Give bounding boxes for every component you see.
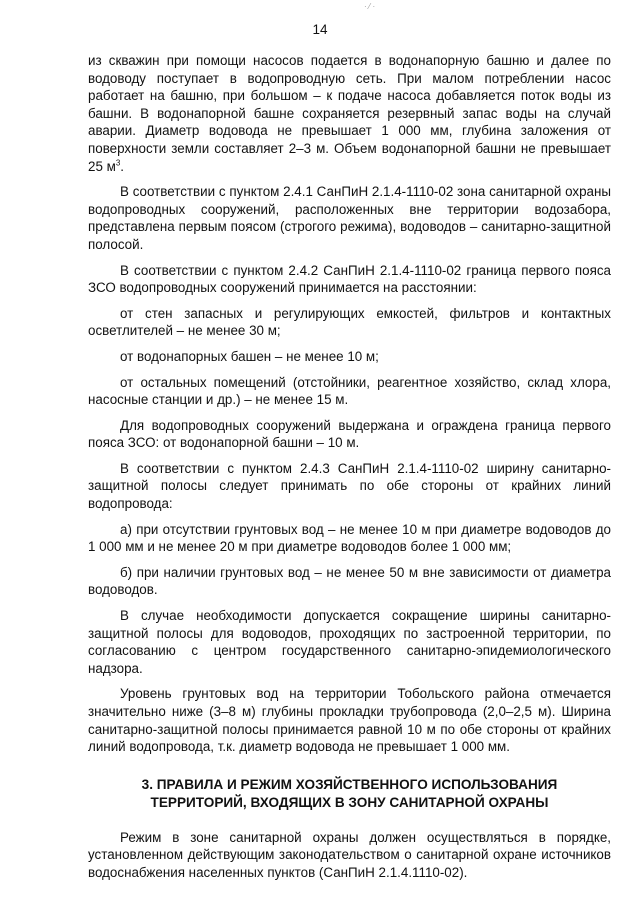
paragraph-sanpin-2-4-3: В соответствии с пунктом 2.4.3 СанПиН 2.1.4-1110-02 ширину санитарно-защитной полосы следует принимать по обе стороны от крайних линий водопровода: <box>88 460 611 512</box>
paragraph-groundwater: Уровень грунтовых вод на территории Тобольского района отмечается значительно ниже (3–8 м) глубины прокладки трубопровода (2,0–2,5 м). Ширина санитарно-защитной полосы принимается равной 10 м по обе стороны от крайних линий водопровода, т.к. диаметр водовода не превышает 1 000 мм. <box>88 686 611 755</box>
paragraph-option-a: а) при отсутствии грунтовых вод – не менее 10 м при диаметре водоводов до 1 000 мм и не менее 20 м при диаметре водоводов более 1 000 мм; <box>88 521 611 555</box>
section-heading-line-1: 3. ПРАВИЛА И РЕЖИМ ХОЗЯЙСТВЕННОГО ИСПОЛЬЗОВАНИЯ <box>141 776 558 792</box>
paragraph-first-belt-border: Для водопроводных сооружений выдержана и ограждена граница первого пояса ЗСО: от водонапорной башни – 10 м. <box>88 417 611 451</box>
scan-mark: · ⁄ · <box>364 2 376 11</box>
section-heading <box>88 776 611 812</box>
paragraph-reduction: В случае необходимости допускается сокращение ширины санитарно-защитной полосы для водоводов, проходящих по застроенной территории, по согласованию с центром государственного санитарно-эпидемиологического надзора. <box>88 608 611 676</box>
paragraph-end: . <box>120 158 125 174</box>
paragraph-sanpin-2-4-2: В соответствии с пунктом 2.4.2 СанПиН 2.1.4-1110-02 граница первого пояса ЗСО водопроводных сооружений принимается на расстоянии: <box>88 262 611 296</box>
paragraph-text: из скважин при помощи насосов подается в водонапорную башню и далее по водоводу поступает в водопроводную сеть. При малом потреблении насос работает на башню, при большом – к подаче насоса добавляется поток воды из башни. В водонапорной башне сохраняется резервный запас воды на случай аварии. Диаметр водовода не превышает 1 000 мм, глубина заложения от поверхности земли составляет 2–3 м. Объем водонапорной башни не превышает 25 м <box>88 53 611 174</box>
section-heading-line-2: ТЕРРИТОРИЙ, ВХОДЯЩИХ В ЗОНУ САНИТАРНОЙ ОХРАНЫ <box>150 794 549 810</box>
paragraph-distance-other: от остальных помещений (отстойники, реагентное хозяйство, склад хлора, насосные станции и др.) – не менее 15 м. <box>88 374 611 408</box>
paragraph-water-supply-scheme <box>88 52 611 175</box>
paragraph-option-b: б) при наличии грунтовых вод – не менее 50 м вне зависимости от диаметра водоводов. <box>88 564 611 598</box>
paragraph-protection-regime: Режим в зоне санитарной охраны должен осуществляться в порядке, установленном действующим законодательством о санитарной охране источников водоснабжения населенных пунктов (СанПиН 2.1.4.1110-02). <box>88 829 611 880</box>
superscript-cubic: 3 <box>115 158 121 168</box>
paragraph-sanpin-2-4-1: В соответствии с пунктом 2.4.1 СанПиН 2.1.4-1110-02 зона санитарной охраны водопроводных сооружений, расположенных вне территории водозабора, представлена первым поясом (строгого режима), водоводов – санитарно-защитной полосой. <box>88 184 611 252</box>
paragraph-distance-tanks: от стен запасных и регулирующих емкостей, фильтров и контактных осветлителей – не менее 30 м; <box>88 305 611 339</box>
page-body <box>88 52 611 890</box>
paragraph-distance-towers: от водонапорных башен – не менее 10 м; <box>120 348 379 364</box>
page-number: 14 <box>312 22 328 37</box>
